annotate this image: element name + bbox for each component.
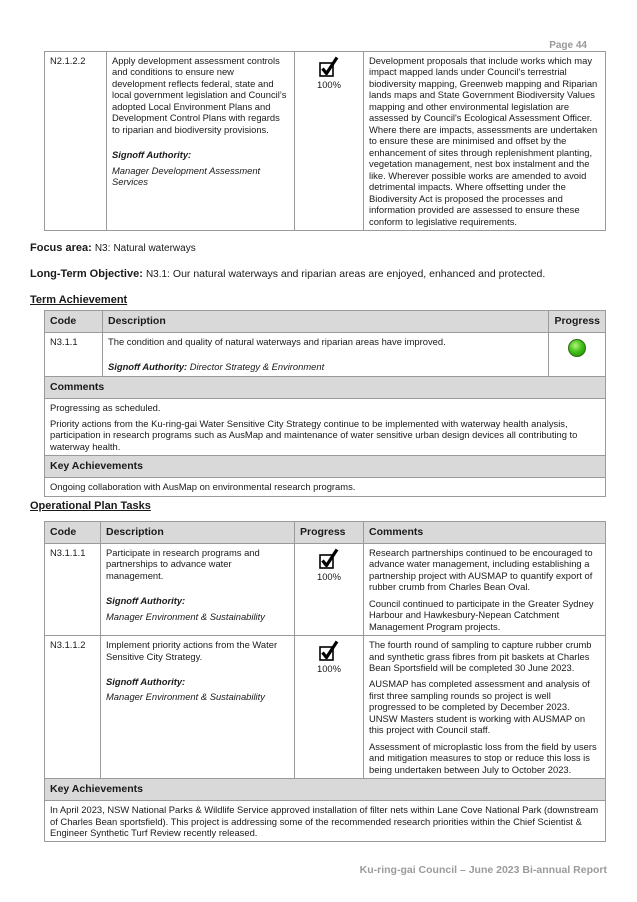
- signoff-label: Signoff Authority:: [112, 149, 192, 161]
- checkbox-tick-icon: [318, 56, 340, 78]
- achievement-description: The condition and quality of natural waterways and riparian areas have improved.: [108, 335, 446, 347]
- task-code: N2.1.2.2: [45, 52, 107, 231]
- key-achievements-label: Key Achievements: [45, 779, 606, 801]
- checkbox-tick-icon: [318, 640, 340, 662]
- column-header-description: Description: [101, 522, 295, 544]
- task-description: Implement priority actions from the Water Sensitive City Strategy.: [106, 639, 278, 662]
- column-header-code: Code: [45, 311, 103, 333]
- table-row: [45, 332, 606, 376]
- signoff-authority: Manager Environment & Sustainability: [106, 691, 265, 703]
- comments-cell: [45, 398, 606, 456]
- focus-area-name: Natural waterways: [113, 243, 196, 254]
- achievement-description-cell: [103, 332, 549, 376]
- term-achievement-table: [44, 310, 606, 497]
- table-row: [45, 52, 606, 231]
- column-header-progress: Progress: [549, 311, 606, 333]
- key-achievements-header-row: [45, 779, 606, 801]
- task-description: Apply development assessment controls and conditions to ensure new development reflects federal, state and local government legislation and Council’s adopted Local Environment Plans and Development Control Plans with regards to riparian and biodiversity provisions.: [112, 55, 287, 135]
- objective-label: Long-Term Objective:: [30, 268, 143, 280]
- page-number: Page 44: [549, 40, 587, 51]
- signoff-authority: Director Strategy & Environment: [189, 361, 325, 373]
- comment-paragraph: Assessment of microplastic loss from the field by users and mitigation measures to stop or reduce this loss is being undertaken between July to October 2023.: [369, 740, 597, 775]
- comment-paragraph: Research partnerships continued to be encouraged to advance water management, including establishing a partnership project with AUSMAP to quantify export of rubber crumb from Charles Bean Oval.: [369, 546, 593, 593]
- comments-label: Comments: [45, 376, 606, 398]
- key-achievements-label: Key Achievements: [45, 456, 606, 478]
- comment-paragraph: The fourth round of sampling to capture rubber crumb and synthetic grass fibres from pit baskets at Charles Bean Sportsfield will be completed 30 June 2023.: [369, 639, 592, 674]
- table-row: [45, 636, 606, 779]
- operational-plan-heading: Operational Plan Tasks: [30, 500, 151, 512]
- signoff-authority: Manager Environment & Sustainability: [106, 610, 265, 622]
- progress-cell: [295, 636, 364, 779]
- key-achievements-text: In April 2023, NSW National Parks & Wildlife Service approved installation of filter nets within Lane Cove National Park (downstream of Charles Bean sportsfield). This project is addressing some of the recommended research priorities within the Chief Scientist & Engineer Synthetic Turf Review recently released.: [45, 801, 606, 842]
- table-row: [45, 543, 606, 635]
- column-header-comments: Comments: [364, 522, 606, 544]
- signoff-label: Signoff Authority:: [108, 361, 188, 373]
- focus-area-label: Focus area:: [30, 242, 92, 254]
- progress-value: 100%: [317, 79, 341, 90]
- task-code: N3.1.1.2: [45, 636, 101, 779]
- comment-paragraph: Council continued to participate in the Greater Sydney Harbour and Hawkesbury-Nepean Catchment Management Program projects.: [369, 597, 594, 632]
- checkbox-tick-icon: [318, 548, 340, 570]
- objective-text: Our natural waterways and riparian areas are enjoyed, enhanced and protected.: [172, 268, 546, 280]
- task-description: Participate in research programs and partnerships to advance water management.: [106, 546, 260, 581]
- previous-task-table: [44, 51, 606, 231]
- signoff-label: Signoff Authority:: [106, 595, 186, 607]
- comment-paragraph: AUSMAP has completed assessment and analysis of first three sampling rounds so project is well progressed to be completed by December 2023. UNSW Masters student is working with AUSMAP on this project with Council staff.: [369, 678, 590, 736]
- objective-code: N3.1:: [145, 269, 170, 280]
- task-code: N3.1.1.1: [45, 543, 101, 635]
- long-term-objective: [30, 268, 545, 280]
- task-description-cell: [101, 636, 295, 779]
- progress-cell: [295, 52, 364, 231]
- table-header-row: [45, 522, 606, 544]
- progress-value: 100%: [317, 663, 341, 675]
- task-comment: Development proposals that include works which may impact mapped lands under Council's terrestrial biodiversity mapping, Greenweb mapping and Riparian lands maps and State Government Biodiversity Values mapping and other environmental legislation are assessed by Council's Ecological Assessment Officer. Where there are impacts, assessments are undertaken to ensure these are minimised and offset by the enhancement of sites through replenishment planting, vegetation management, nest box instalment and the like. Wherever possible works are amended to avoid detrimental impacts. Where offsetting under the Biodiversity Act is proposed the processes and information provided are assessed to ensure these conform to legislative requirements.: [364, 52, 606, 231]
- task-comments-cell: [364, 636, 606, 779]
- column-header-description: Description: [103, 311, 549, 333]
- signoff-label: Signoff Authority:: [106, 676, 186, 688]
- key-achievements-row: [45, 478, 606, 496]
- operational-plan-table: [44, 521, 606, 842]
- progress-cell: [549, 332, 606, 376]
- signoff-authority: Manager Development Assessment Services: [112, 164, 261, 188]
- signoff-line: [108, 361, 543, 372]
- comment-paragraph: Priority actions from the Ku-ring-gai Water Sensitive City Strategy continue to be implemented with waterway health analysis, participation in research programs such as AusMap and maintenance of water sensitive urban design devices all contributing to waterway health.: [50, 418, 578, 452]
- column-header-progress: Progress: [295, 522, 364, 544]
- key-achievements-header-row: [45, 456, 606, 478]
- table-header-row: [45, 311, 606, 333]
- green-status-dot-icon: [568, 339, 586, 357]
- key-achievements-text: Ongoing collaboration with AusMap on environmental research programs.: [45, 478, 606, 496]
- column-header-code: Code: [45, 522, 101, 544]
- task-description-cell: [107, 52, 295, 231]
- term-achievement-heading: Term Achievement: [30, 294, 128, 306]
- progress-value: 100%: [317, 570, 341, 582]
- achievement-code: N3.1.1: [45, 332, 103, 376]
- key-achievements-row: [45, 801, 606, 842]
- comment-paragraph: Progressing as scheduled.: [50, 401, 161, 413]
- focus-area: [30, 242, 196, 254]
- task-description-cell: [101, 543, 295, 635]
- focus-area-code: N3:: [94, 243, 111, 254]
- progress-cell: [295, 543, 364, 635]
- report-footer: Ku-ring-gai Council – June 2023 Bi-annual Report: [359, 864, 607, 876]
- task-comments-cell: [364, 543, 606, 635]
- comments-row: [45, 398, 606, 456]
- comments-header-row: [45, 376, 606, 398]
